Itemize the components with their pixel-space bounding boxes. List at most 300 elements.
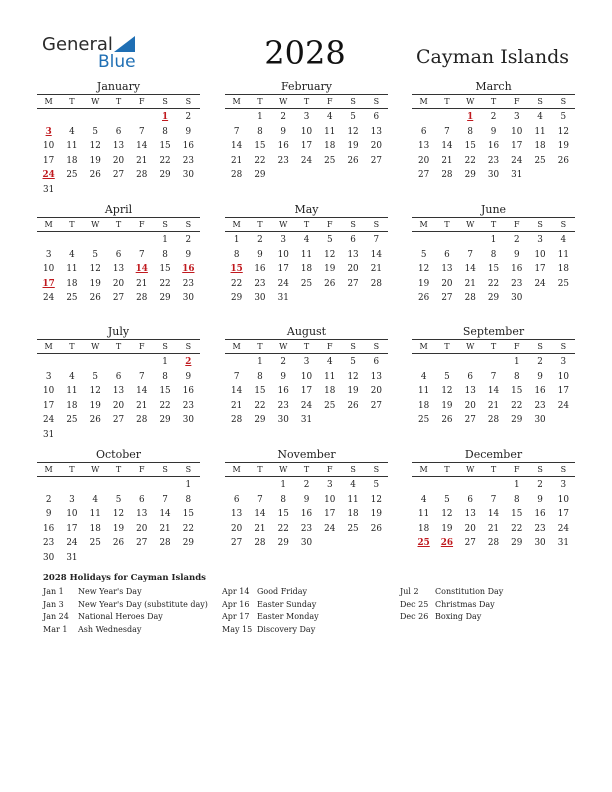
day-cell: 15 [464, 141, 476, 151]
day-cell: 7 [490, 494, 497, 505]
day-grid [412, 110, 575, 183]
day-cell: 29 [277, 538, 289, 548]
day-cell: 25 [300, 278, 313, 289]
weekday-label: F [139, 342, 145, 351]
weekday-label: S [162, 97, 168, 106]
weekday-label: M [419, 220, 428, 229]
day-cell: 23 [511, 278, 523, 289]
day-cell: 13 [112, 386, 125, 396]
day-cell: 23 [277, 400, 289, 411]
day-cell: 30 [277, 415, 289, 425]
day-empty [107, 110, 130, 125]
day-cell: 4 [326, 357, 333, 367]
weekday-label: M [232, 342, 241, 351]
day-cell: 23 [277, 155, 289, 166]
day-cell: 4 [69, 249, 75, 260]
day-cell: 16 [300, 509, 313, 519]
holiday-column [222, 586, 319, 636]
day-cell: 24 [43, 293, 55, 303]
day-cell: 24 [324, 523, 336, 534]
day-cell: 20 [464, 523, 476, 534]
day-grid [225, 233, 388, 306]
day-cell: 7 [233, 371, 240, 382]
day-cell: 29 [464, 170, 476, 180]
weekday-label: M [232, 97, 241, 106]
holiday-date: Jan 24 [43, 612, 69, 621]
day-cell: 23 [300, 523, 313, 534]
day-cell: 7 [490, 371, 497, 382]
weekday-label: W [279, 342, 288, 351]
day-cell: 17 [324, 509, 336, 519]
month-august [225, 325, 388, 428]
day-cell: 30 [254, 293, 266, 303]
day-cell: 7 [257, 494, 263, 505]
day-empty [130, 355, 153, 370]
weekday-label: T [69, 97, 75, 106]
day-cell: 22 [487, 278, 500, 289]
day-cell: 16 [182, 386, 194, 396]
day-cell: 11 [89, 509, 101, 519]
weekday-label: M [44, 97, 53, 106]
month-name: March [475, 80, 512, 93]
day-cell: 6 [233, 494, 240, 505]
day-cell: 9 [185, 249, 192, 260]
day-cell: 6 [373, 357, 380, 367]
day-grid [37, 233, 200, 306]
weekday-header-row [412, 339, 575, 354]
weekday-header-row [37, 462, 200, 477]
day-empty [107, 355, 130, 370]
holiday-row [400, 599, 503, 612]
day-cell: 31 [43, 429, 55, 440]
day-cell-holiday: 14 [135, 264, 148, 274]
day-cell: 21 [254, 523, 266, 534]
day-cell: 7 [138, 249, 145, 260]
day-cell-holiday: 17 [42, 278, 55, 289]
holiday-row [43, 599, 208, 612]
day-cell: 4 [69, 126, 75, 137]
day-cell: 31 [66, 552, 78, 563]
day-empty [84, 110, 107, 125]
holiday-name: Constitution Day [435, 587, 504, 596]
day-grid [225, 110, 388, 183]
day-cell-holiday: 24 [42, 170, 55, 180]
day-cell: 5 [115, 494, 122, 505]
day-cell: 27 [112, 293, 125, 303]
day-cell: 27 [136, 538, 148, 548]
day-empty [459, 478, 482, 493]
month-name: December [464, 448, 523, 461]
weekday-label: T [257, 342, 263, 351]
day-empty [130, 478, 153, 493]
day-cell: 21 [159, 523, 171, 534]
day-cell: 15 [159, 264, 171, 274]
day-cell: 13 [112, 141, 125, 151]
day-cell: 16 [511, 264, 523, 274]
day-cell: 26 [418, 293, 430, 303]
day-cell: 25 [89, 538, 101, 548]
weekday-label: F [514, 220, 520, 229]
day-cell: 10 [557, 494, 569, 505]
holiday-name: Good Friday [257, 587, 308, 596]
day-empty [84, 478, 107, 493]
weekday-label: M [419, 342, 428, 351]
day-cell: 3 [513, 112, 520, 122]
weekday-label: W [279, 220, 288, 229]
day-cell: 16 [254, 264, 266, 274]
day-cell: 21 [464, 278, 476, 289]
day-cell: 29 [511, 538, 523, 548]
weekday-label: S [537, 97, 543, 106]
day-cell: 27 [112, 170, 125, 180]
day-cell: 18 [66, 155, 78, 166]
day-cell: 15 [159, 386, 171, 396]
month-name: October [95, 448, 142, 461]
day-cell: 8 [185, 494, 192, 505]
day-cell: 26 [557, 155, 569, 166]
day-cell: 1 [185, 480, 192, 490]
day-cell: 22 [464, 155, 476, 166]
weekday-header-row [37, 339, 200, 354]
weekday-label: T [115, 342, 122, 351]
day-cell: 17 [557, 509, 569, 519]
month-january [37, 80, 200, 197]
weekday-label: F [327, 220, 333, 229]
day-cell: 8 [162, 126, 168, 137]
day-cell: 20 [418, 155, 430, 166]
day-cell: 23 [182, 278, 194, 289]
day-cell: 5 [92, 249, 98, 260]
day-cell: 28 [231, 415, 243, 425]
weekday-label: F [139, 220, 145, 229]
day-cell: 25 [324, 400, 336, 411]
holiday-row [222, 586, 319, 599]
day-grid [225, 478, 388, 551]
day-cell: 26 [89, 170, 101, 180]
month-name: June [480, 203, 507, 216]
day-cell: 4 [560, 235, 567, 245]
day-cell: 2 [45, 494, 52, 505]
day-cell: 6 [115, 249, 122, 260]
weekday-header-row [37, 94, 200, 109]
day-cell: 17 [43, 155, 55, 166]
day-empty [84, 355, 107, 370]
day-empty [459, 233, 482, 248]
day-empty [412, 233, 435, 248]
day-cell: 9 [280, 126, 286, 137]
day-cell: 3 [326, 480, 333, 490]
day-cell: 3 [560, 480, 567, 490]
weekday-header-row [412, 94, 575, 109]
weekday-label: T [69, 220, 75, 229]
day-cell: 6 [467, 371, 473, 382]
day-cell: 24 [66, 538, 78, 548]
day-cell: 15 [254, 141, 266, 151]
day-cell: 19 [370, 509, 382, 519]
day-cell: 30 [182, 415, 194, 425]
day-cell: 21 [136, 155, 148, 166]
day-cell: 1 [233, 235, 240, 245]
day-cell: 24 [277, 278, 289, 289]
day-cell-holiday: 2 [185, 357, 192, 367]
day-cell: 15 [511, 386, 523, 396]
day-cell: 9 [45, 509, 52, 519]
weekday-label: S [560, 465, 567, 474]
logo-triangle-icon [114, 36, 135, 52]
day-cell: 19 [89, 155, 101, 166]
holiday-column [400, 586, 503, 624]
weekday-label: T [257, 97, 263, 106]
day-cell: 26 [324, 278, 336, 289]
day-cell: 7 [162, 494, 168, 505]
weekday-label: F [327, 97, 333, 106]
day-cell: 31 [511, 170, 523, 180]
holiday-name: Christmas Day [435, 599, 495, 609]
day-cell: 28 [254, 538, 266, 548]
holiday-date: Jul 2 [400, 587, 419, 596]
day-cell: 21 [136, 400, 148, 411]
day-cell: 14 [464, 264, 476, 274]
day-cell: 25 [557, 278, 569, 289]
day-cell: 11 [66, 386, 78, 396]
day-cell: 12 [112, 509, 125, 519]
day-empty [37, 233, 60, 248]
weekday-label: S [350, 97, 356, 106]
day-cell: 24 [557, 523, 569, 534]
day-cell: 25 [534, 155, 546, 166]
holiday-columns [43, 586, 583, 646]
day-cell: 29 [254, 170, 266, 180]
day-cell: 13 [441, 264, 453, 274]
day-cell: 19 [557, 141, 569, 151]
weekday-header-row [225, 339, 388, 354]
day-cell: 26 [370, 523, 382, 534]
day-cell: 5 [92, 371, 98, 382]
day-cell: 19 [418, 278, 430, 289]
day-cell: 31 [300, 415, 313, 425]
day-empty [37, 355, 60, 370]
day-cell: 24 [300, 400, 313, 411]
day-cell: 3 [45, 371, 52, 382]
day-cell: 4 [350, 480, 356, 490]
day-empty [248, 478, 271, 493]
weekday-label: F [514, 342, 520, 351]
holiday-date: Dec 26 [400, 612, 429, 621]
day-cell: 21 [487, 400, 500, 411]
day-cell: 28 [136, 293, 148, 303]
day-cell: 29 [159, 170, 171, 180]
logo-text-blue: Blue [98, 52, 136, 72]
day-cell: 26 [347, 400, 359, 411]
country-title: Cayman Islands [415, 46, 569, 68]
day-cell: 18 [557, 264, 569, 274]
holiday-row [400, 611, 503, 624]
day-cell: 14 [254, 509, 266, 519]
day-cell: 20 [370, 386, 382, 396]
day-cell: 13 [370, 371, 382, 382]
day-cell: 3 [560, 357, 567, 367]
weekday-label: S [537, 465, 543, 474]
day-cell: 18 [300, 264, 313, 274]
day-cell: 8 [513, 371, 520, 382]
day-cell: 29 [159, 293, 171, 303]
day-cell: 6 [115, 126, 122, 137]
day-cell: 2 [185, 235, 192, 245]
weekday-label: W [466, 342, 475, 351]
day-cell: 22 [511, 523, 523, 534]
weekday-label: F [514, 465, 520, 474]
weekday-label: S [185, 465, 192, 474]
day-cell: 11 [300, 249, 313, 260]
day-cell: 14 [136, 386, 148, 396]
day-cell: 15 [487, 264, 500, 274]
day-cell: 5 [444, 494, 450, 505]
day-grid [37, 355, 200, 442]
holiday-date: Mar 1 [43, 624, 68, 634]
day-cell: 4 [326, 112, 333, 122]
day-grid [412, 355, 575, 428]
day-empty [482, 355, 505, 370]
day-cell: 6 [444, 249, 450, 260]
holiday-name: Easter Monday [257, 612, 319, 621]
day-cell: 8 [162, 249, 168, 260]
weekday-label: M [419, 465, 428, 474]
day-cell: 13 [347, 249, 359, 260]
day-cell: 10 [43, 264, 55, 274]
weekday-label: T [257, 220, 263, 229]
day-cell: 21 [370, 264, 382, 274]
day-cell: 6 [373, 112, 380, 122]
day-cell-holiday: 25 [417, 538, 430, 548]
day-cell: 10 [277, 249, 289, 260]
holiday-name: New Year's Day (substitute day) [78, 599, 208, 609]
day-cell: 12 [370, 494, 382, 505]
day-cell: 20 [112, 155, 125, 166]
day-cell: 19 [441, 400, 453, 411]
day-cell: 6 [115, 371, 122, 382]
weekday-label: M [44, 342, 53, 351]
day-cell: 10 [66, 509, 78, 519]
day-cell-holiday: 26 [440, 538, 454, 548]
day-cell: 23 [43, 538, 55, 548]
day-cell: 30 [511, 293, 523, 303]
day-cell: 1 [162, 357, 168, 367]
day-cell: 11 [418, 509, 430, 519]
day-cell: 18 [418, 523, 430, 534]
day-cell: 26 [347, 155, 359, 166]
day-cell: 20 [464, 400, 476, 411]
day-cell: 15 [159, 141, 171, 151]
day-cell: 14 [487, 509, 500, 519]
day-cell: 25 [66, 415, 78, 425]
day-cell: 20 [370, 141, 382, 151]
day-cell: 17 [534, 264, 546, 274]
day-cell: 8 [467, 126, 473, 137]
weekday-label: S [373, 97, 380, 106]
day-cell: 24 [43, 415, 55, 425]
day-cell: 9 [490, 126, 497, 137]
month-april [37, 203, 200, 306]
month-name: January [96, 80, 141, 93]
day-cell: 10 [534, 249, 546, 260]
month-name: September [462, 325, 525, 338]
day-cell-holiday: 16 [182, 264, 195, 274]
day-cell: 19 [347, 141, 359, 151]
day-cell: 30 [534, 415, 546, 425]
day-cell: 13 [231, 509, 243, 519]
day-cell: 29 [487, 293, 500, 303]
day-cell: 12 [89, 264, 101, 274]
day-cell: 8 [257, 126, 263, 137]
day-cell: 10 [43, 386, 55, 396]
day-empty [225, 355, 248, 370]
day-cell: 25 [418, 415, 430, 425]
weekday-label: S [350, 465, 356, 474]
day-grid [37, 110, 200, 197]
day-cell: 14 [487, 386, 500, 396]
weekday-label: T [257, 465, 263, 474]
day-cell: 24 [300, 155, 313, 166]
month-name: February [281, 80, 332, 93]
day-cell: 4 [69, 371, 75, 382]
day-cell: 29 [231, 293, 243, 303]
day-cell: 12 [347, 371, 359, 382]
month-june [412, 203, 575, 306]
day-cell: 2 [513, 235, 520, 245]
weekday-label: M [44, 220, 53, 229]
day-cell: 17 [43, 400, 55, 411]
day-cell: 9 [185, 371, 192, 382]
weekday-header-row [225, 217, 388, 232]
weekday-label: T [303, 97, 310, 106]
weekday-label: S [373, 220, 380, 229]
day-cell-holiday: 1 [162, 112, 169, 122]
day-cell: 20 [441, 278, 453, 289]
day-cell: 9 [185, 126, 192, 137]
weekday-header-row [37, 217, 200, 232]
day-cell: 19 [112, 523, 125, 534]
weekday-label: W [466, 220, 475, 229]
weekday-label: M [44, 465, 53, 474]
month-september [412, 325, 575, 428]
day-cell: 22 [254, 155, 266, 166]
day-empty [60, 233, 83, 248]
day-cell: 27 [464, 538, 476, 548]
day-cell: 3 [303, 112, 310, 122]
day-cell: 27 [464, 415, 476, 425]
weekday-label: T [303, 465, 310, 474]
day-cell: 24 [511, 155, 523, 166]
day-cell: 5 [444, 371, 450, 382]
month-name: November [277, 448, 336, 461]
day-cell: 24 [557, 400, 569, 411]
day-cell: 15 [277, 509, 289, 519]
day-empty [107, 233, 130, 248]
weekday-label: T [303, 342, 310, 351]
day-cell: 9 [257, 249, 263, 260]
holiday-date: Apr 14 [222, 587, 250, 596]
day-cell: 31 [557, 538, 569, 548]
day-empty [435, 478, 458, 493]
weekday-label: F [139, 465, 145, 474]
day-cell: 14 [136, 141, 148, 151]
day-cell: 26 [112, 538, 125, 548]
holiday-name: Boxing Day [435, 612, 482, 621]
day-empty [459, 355, 482, 370]
day-cell: 22 [159, 155, 171, 166]
day-cell: 26 [89, 415, 101, 425]
day-cell: 1 [162, 235, 168, 245]
